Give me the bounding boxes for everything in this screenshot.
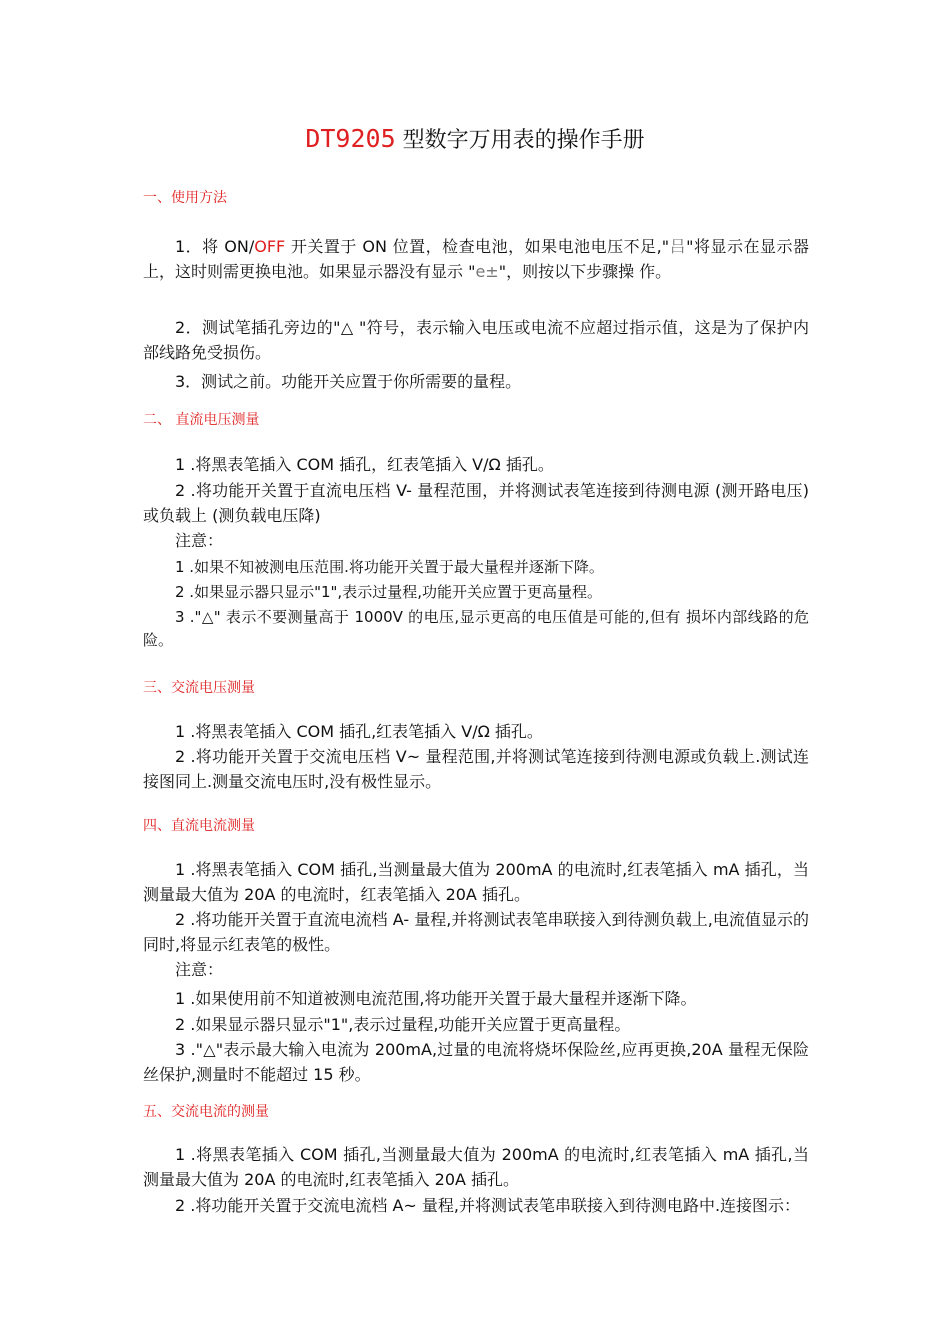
title-model: DT9205 bbox=[305, 124, 396, 153]
paragraph: 1 .如果使用前不知道被测电流范围,将功能开关置于最大量程并逐渐下降。 bbox=[175, 989, 697, 1008]
paragraph: 1 .将黑表笔插入 COM 插孔,当测量最大值为 200mA 的电流时,红表笔插入 mA 插孔，当测量最大值为 20A 的电流时，红表笔插入 20A 插孔。 bbox=[143, 860, 809, 904]
off-label: OFF bbox=[254, 237, 286, 256]
page-title bbox=[0, 122, 950, 158]
section-heading-dc-voltage: 二、 直流电压测量 bbox=[143, 412, 260, 428]
paragraph: 1 .如果不知被测电压范围.将功能开关置于最大量程并逐渐下降。 bbox=[175, 558, 604, 576]
section-heading-ac-current: 五、交流电流的测量 bbox=[143, 1104, 269, 1120]
paragraph: 1．将 ON/OFF 开关置于 ON 位置，检查电池，如果电池电压不足,"吕"将显示在显示器上，这时则需更换电池。如果显示器没有显示 "e±"，则按以下步骤操 作。 bbox=[143, 237, 809, 281]
battery-symbol: 吕 bbox=[669, 237, 687, 256]
paragraph: 2．测试笔插孔旁边的"△ "符号，表示输入电压或电流不应超过指示值，这是为了保护内部线路免受损伤。 bbox=[143, 318, 809, 362]
paragraph: 2 .将功能开关置于交流电流档 A~ 量程,并将测试表笔串联接入到待测电路中.连接图示： bbox=[175, 1196, 801, 1215]
section-heading-dc-current: 四、直流电流测量 bbox=[143, 818, 255, 834]
paragraph: 1 .将黑表笔插入 COM 插孔,红表笔插入 V/Ω 插孔。 bbox=[175, 722, 543, 741]
paragraph: 3 ."△"表示最大输入电流为 200mA,过量的电流将烧坏保险丝,应再更换,20A 量程无保险丝保护,测量时不能超过 15 秒。 bbox=[143, 1040, 809, 1084]
paragraph: 2 .将功能开关置于直流电流档 A- 量程,并将测试表笔串联接入到待测负载上,电流值显示的同时,将显示红表笔的极性。 bbox=[143, 910, 809, 954]
section-heading-ac-voltage: 三、交流电压测量 bbox=[143, 680, 255, 696]
paragraph: 3．测试之前。功能开关应置于你所需要的量程。 bbox=[175, 372, 522, 391]
display-symbol: e± bbox=[475, 262, 499, 281]
paragraph: 3 ."△" 表示不要测量高于 1000V 的电压,显示更高的电压值是可能的,但有 损坏内部线路的危险。 bbox=[143, 608, 809, 649]
note-label: 注意： bbox=[175, 531, 224, 550]
note-label: 注意： bbox=[175, 960, 224, 979]
section-heading-usage: 一、使用方法 bbox=[143, 190, 227, 206]
paragraph: 2 .将功能开关置于交流电压档 V~ 量程范围,并将测试笔连接到待测电源或负载上.测试连接图同上.测量交流电压时,没有极性显示。 bbox=[143, 747, 809, 791]
title-text: 型数字万用表的操作手册 bbox=[402, 128, 645, 153]
paragraph: 2 .如果显示器只显示"1",表示过量程,功能开关应置于更高量程。 bbox=[175, 1015, 631, 1034]
paragraph: 2 .将功能开关置于直流电压档 V- 量程范围，并将测试表笔连接到待测电源 (测开路电压) 或负载上 (测负载电压降) bbox=[143, 481, 809, 525]
paragraph: 1 .将黑表笔插入 COM 插孔，红表笔插入 V/Ω 插孔。 bbox=[175, 455, 554, 474]
paragraph: 2 .如果显示器只显示"1",表示过量程,功能开关应置于更高量程。 bbox=[175, 583, 602, 601]
paragraph: 1 .将黑表笔插入 COM 插孔,当测量最大值为 200mA 的电流时,红表笔插入 mA 插孔,当测量最大值为 20A 的电流时,红表笔插入 20A 插孔。 bbox=[143, 1145, 809, 1189]
